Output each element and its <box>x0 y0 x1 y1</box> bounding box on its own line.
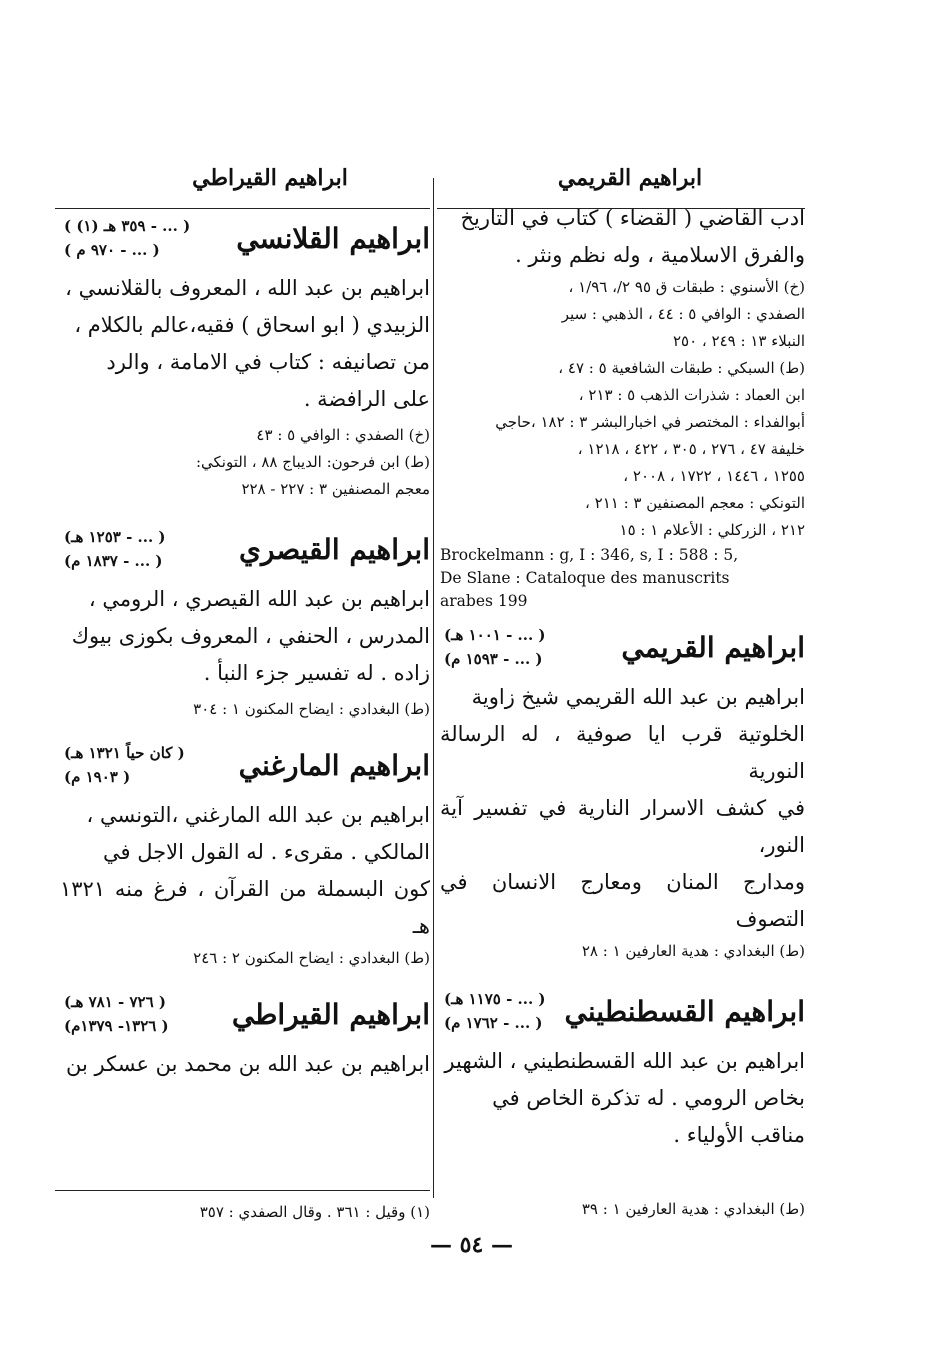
entry-heading <box>60 214 430 262</box>
ref-line: خليفة ٤٧ ، ٢٧٦ ، ٣٠٥ ، ٤٢٢ ، ١٢١٨ ، <box>577 440 805 458</box>
ref-line: (خ) الأسنوي : طبقات ق ٩٥ ٢/، ١/٩٦ ، <box>568 278 805 296</box>
body-line: ابراهيم بن عبد الله القريمي شيخ زاوية <box>471 685 805 709</box>
gregorian-date: ( ١٣٢٦- ١٣٧٩م) <box>64 1017 169 1035</box>
ref-line: (ط) السبكي : طبقات الشافعية ٥ : ٤٧ ، <box>558 359 805 377</box>
ref-line: (ط) البغدادي : هدية العارفين ١ : ٢٨ <box>581 942 805 960</box>
body-line: ابراهيم بن عبد الله القيصري ، الرومي ، <box>88 587 430 611</box>
ref-line: ٢١٢ ، الزركلي : الأعلام ١ : ١٥ <box>619 521 805 539</box>
hijri-date: ( ... - ١٠٠١ هـ) <box>444 626 546 644</box>
ref-line: (ط) البغدادي : ايضاح المكنون ١ : ٣٠٤ <box>193 700 430 718</box>
body-line: ومدارج المنان ومعارج الانسان في التصوف <box>440 870 805 931</box>
entry-qustantini <box>440 987 805 1154</box>
right-column <box>440 200 805 1154</box>
footnote: (١) وقيل : ٣٦١ . وقال الصفدي : ٣٥٧ <box>199 1203 430 1221</box>
body-line: على الرافضة . <box>303 387 430 411</box>
ref-line: النبلاء ١٣ : ٢٤٩ ، ٢٥٠ <box>672 332 805 350</box>
entry-name: ابراهيم القريمي <box>621 630 805 664</box>
ref-line: (خ) الصفدي : الوافي ٥ : ٤٣ <box>256 426 430 444</box>
entry-heading <box>60 990 430 1038</box>
ref-line: (ط) البغدادي : ايضاح المكنون ٢ : ٢٤٦ <box>193 949 430 967</box>
gregorian-date: ( ١٩٠٣ م) <box>64 768 131 786</box>
ref-line: ابن العماد : شذرات الذهب ٥ : ٢١٣ ، <box>578 386 805 404</box>
continuation-refs <box>440 274 805 544</box>
body-line: ابراهيم بن عبد الله المارغني ،التونسي ، <box>86 803 430 827</box>
body-line: ابراهيم بن عبد الله بن محمد بن عسكر بن <box>66 1052 430 1076</box>
gregorian-date: ( ... - ١٨٣٧ م) <box>64 552 163 570</box>
entry-qaysari <box>60 525 430 723</box>
left-column <box>60 200 430 1083</box>
body-line: بخاص الرومي . له تذكرة الخاص في <box>492 1086 805 1110</box>
entry-dates <box>60 741 185 789</box>
entry-qirimi <box>440 623 805 965</box>
entry-name: ابراهيم القلانسي <box>236 221 430 255</box>
body-line: كون البسملة من القرآن ، فرغ منه ١٣٢١ هـ <box>60 877 430 938</box>
ref-line: التونكي : معجم المصنفين ٣ : ٢١١ ، <box>585 494 805 512</box>
entry-name: ابراهيم القسطنطيني <box>564 994 805 1028</box>
ref-line: أبوالفداء : المختصر في اخبارالبشر ٣ : ١٨٢ ،حاجي <box>495 413 805 431</box>
gregorian-date: ( ... - ٩٧٠ م ) <box>64 241 160 259</box>
entry-heading <box>440 987 805 1035</box>
body-line: والفرق الاسلامية ، وله نظم ونثر . <box>515 243 805 267</box>
entry-name: ابراهيم القيراطي <box>231 997 430 1031</box>
latin-ref-line: Brockelmann : g, I : 346, s, I : 588 : 5, <box>440 546 739 564</box>
running-head-left: ابراهيم القيراطي <box>192 165 348 191</box>
hijri-date: ( ... - ٣٥٩ هـ (١) ) <box>64 217 191 235</box>
hijri-date: ( ٧٢٦ - ٧٨١ هـ) <box>64 993 166 1011</box>
gregorian-date: ( ... - ١٥٩٣ م) <box>444 650 543 668</box>
hijri-date: ( كان حياً ١٣٢١ هـ) <box>64 744 185 762</box>
entry-qalanisi <box>60 214 430 503</box>
latin-ref-line: arabes 199 <box>440 592 528 610</box>
continuation-body <box>440 200 805 274</box>
column-divider <box>433 178 434 1198</box>
entry-dates <box>440 987 546 1035</box>
body-line: ادب القاضي ( القضاء ) كتاب في التاريخ <box>460 206 805 230</box>
entry-name: ابراهيم القيصري <box>239 532 430 566</box>
body-line: ابراهيم بن عبد الله القسطنطيني ، الشهير <box>444 1049 805 1073</box>
hijri-date: ( ... - ١٢٥٣ هـ) <box>64 528 166 546</box>
page-number: — ٥٤ — <box>430 1232 513 1258</box>
body-line: الخلوتية قرب ايا صوفية ، له الرسالة النورية <box>440 722 805 783</box>
entry-dates <box>60 525 166 573</box>
ref-line: الصفدي : الوافي ٥ : ٤٤ ، الذهبي : سير <box>561 305 805 323</box>
right-final-ref: (ط) البغدادي : هدية العارفين ١ : ٣٩ <box>581 1200 805 1218</box>
body-line: من تصانيفه : كتاب في الامامة ، والرد <box>106 350 430 374</box>
latin-ref-line: De Slane : Cataloque des manuscrits <box>440 569 730 587</box>
gregorian-date: ( ... - ١٧٦٢ م) <box>444 1014 543 1032</box>
ref-line: ١٢٥٥ ، ١٤٤٦ ، ١٧٢٢ ، ٢٠٠٨ ، <box>623 467 805 485</box>
entry-dates <box>60 990 169 1038</box>
latin-refs <box>440 544 805 613</box>
entry-heading <box>60 741 430 789</box>
entry-name: ابراهيم المارغني <box>238 748 430 782</box>
body-line: المالكي . مقرىء . له القول الاجل في <box>103 840 430 864</box>
body-line: الزبيدي ( ابو اسحاق ) فقيه،عالم بالكلام ، <box>74 313 430 337</box>
entry-dates <box>60 214 190 262</box>
running-head-right: ابراهيم القريمي <box>557 165 703 191</box>
entry-heading <box>440 623 805 671</box>
footnote-rule <box>55 1190 430 1191</box>
entry-marghani <box>60 741 430 972</box>
entry-qirati <box>60 990 430 1083</box>
ref-line: معجم المصنفين ٣ : ٢٢٧ - ٢٢٨ <box>241 480 430 498</box>
ref-line: (ط) ابن فرحون: الديباج ٨٨ ، التونكي: <box>195 453 430 471</box>
entry-heading <box>60 525 430 573</box>
body-line: المدرس ، الحنفي ، المعروف بكوزى بيوك <box>71 624 430 648</box>
body-line: ابراهيم بن عبد الله ، المعروف بالقلانسي ، <box>65 276 430 300</box>
body-line: مناقب الأولياء . <box>673 1123 805 1147</box>
body-line: في كشف الاسرار النارية في تفسير آية النور، <box>440 796 805 857</box>
entry-dates <box>440 623 546 671</box>
hijri-date: ( ... - ١١٧٥ هـ) <box>444 990 546 1008</box>
body-line: زاده . له تفسير جزء النبأ . <box>203 661 430 685</box>
